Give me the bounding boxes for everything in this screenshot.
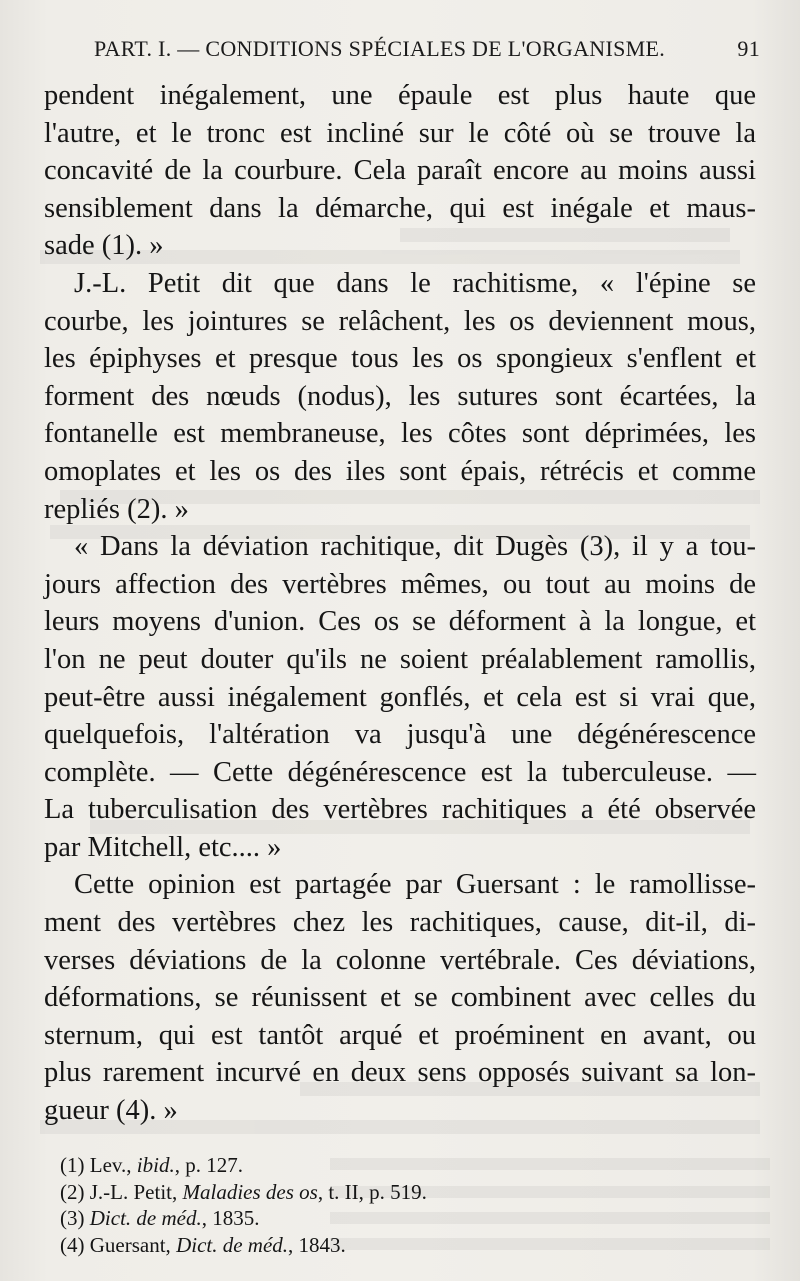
footnotes: [60, 1152, 700, 1258]
text-line: omoplates et les os des iles sont épais, rétrécis et comme: [44, 455, 756, 487]
page-number: 91: [737, 36, 760, 61]
text-line: l'autre, et le tronc est incliné sur le côté où se trouve la: [44, 117, 756, 149]
text-line: sade (1). »: [44, 230, 164, 262]
footnote-text: , t. II, p. 519.: [317, 1179, 427, 1204]
text-line: peut-être aussi inégalement gonflés, et cela est si vrai que,: [44, 681, 756, 713]
body-text: [44, 77, 756, 1130]
running-header: [94, 36, 760, 62]
footnote: [60, 1205, 700, 1232]
text-line: verses déviations de la colonne vertébrale. Ces déviations,: [44, 944, 756, 976]
footnote: [60, 1179, 700, 1206]
text-line: Cette opinion est partagée par Guersant : le ramollisse-: [74, 869, 756, 901]
footnote-text: , p. 127.: [174, 1153, 243, 1177]
footnote-italic: ibid.: [136, 1153, 175, 1177]
running-title: PART. I. — CONDITIONS SPÉCIALES DE L'ORGANISME.: [94, 36, 666, 61]
footnote-text: Guersant,: [89, 1232, 177, 1257]
text-line: courbe, les jointures se relâchent, les os deviennent mous,: [44, 305, 756, 337]
text-line: pendent inégalement, une épaule est plus haute que: [44, 80, 756, 111]
footnote-italic: Dict. de méd.: [176, 1232, 289, 1257]
footnote-italic: Dict. de méd.: [89, 1206, 202, 1230]
text-line: l'on ne peut douter qu'ils ne soient préalablement ramollis,: [44, 643, 756, 675]
footnote-marker: (1): [60, 1153, 85, 1177]
footnote: [60, 1152, 700, 1179]
footnote-marker: (3): [60, 1206, 85, 1230]
text-line: plus rarement incurvé en deux sens opposés suivant sa lon-: [44, 1057, 756, 1089]
text-line: fontanelle est membraneuse, les côtes sont déprimées, les: [44, 418, 756, 450]
text-line: leurs moyens d'union. Ces os se déforment à la longue, et: [44, 606, 756, 638]
footnote-text: , 1843.: [288, 1232, 346, 1257]
text-line: les épiphyses et presque tous les os spongieux s'enflent et: [44, 343, 756, 375]
text-line: J.-L. Petit dit que dans le rachitisme, « l'épine se: [74, 267, 756, 299]
text-line: ment des vertèbres chez les rachitiques, cause, dit-il, di-: [44, 907, 756, 939]
footnote-text: Lev.,: [89, 1153, 137, 1177]
text-line: sensiblement dans la démarche, qui est inégale et maus-: [44, 192, 756, 224]
text-line: sternum, qui est tantôt arqué et proéminent en avant, ou: [44, 1019, 756, 1051]
text-line: « Dans la déviation rachitique, dit Dugès (3), il y a tou-: [74, 531, 756, 563]
footnote-marker: (4): [60, 1232, 85, 1257]
footnote-text: , 1835.: [201, 1206, 260, 1230]
footnote: [60, 1232, 700, 1259]
text-line: complète. — Cette dégénérescence est la tuberculeuse. —: [44, 756, 756, 788]
text-line: par Mitchell, etc.... »: [44, 831, 282, 863]
text-line: repliés (2). »: [44, 493, 189, 525]
text-line: forment des nœuds (nodus), les sutures sont écartées, la: [44, 380, 756, 412]
text-line: quelquefois, l'altération va jusqu'à une dégénérescence: [44, 719, 756, 751]
text-line: déformations, se réunissent et se combinent avec celles du: [44, 982, 756, 1014]
footnote-italic: Maladies des os: [182, 1179, 318, 1204]
footnote-text: J.-L. Petit,: [89, 1179, 183, 1204]
text-line: gueur (4). »: [44, 1095, 178, 1127]
footnote-marker: (2): [60, 1179, 85, 1204]
text-line: La tuberculisation des vertèbres rachitiques a été observée: [44, 794, 756, 826]
text-line: concavité de la courbure. Cela paraît encore au moins aussi: [44, 155, 756, 187]
text-line: jours affection des vertèbres mêmes, ou tout au moins de: [44, 568, 756, 600]
